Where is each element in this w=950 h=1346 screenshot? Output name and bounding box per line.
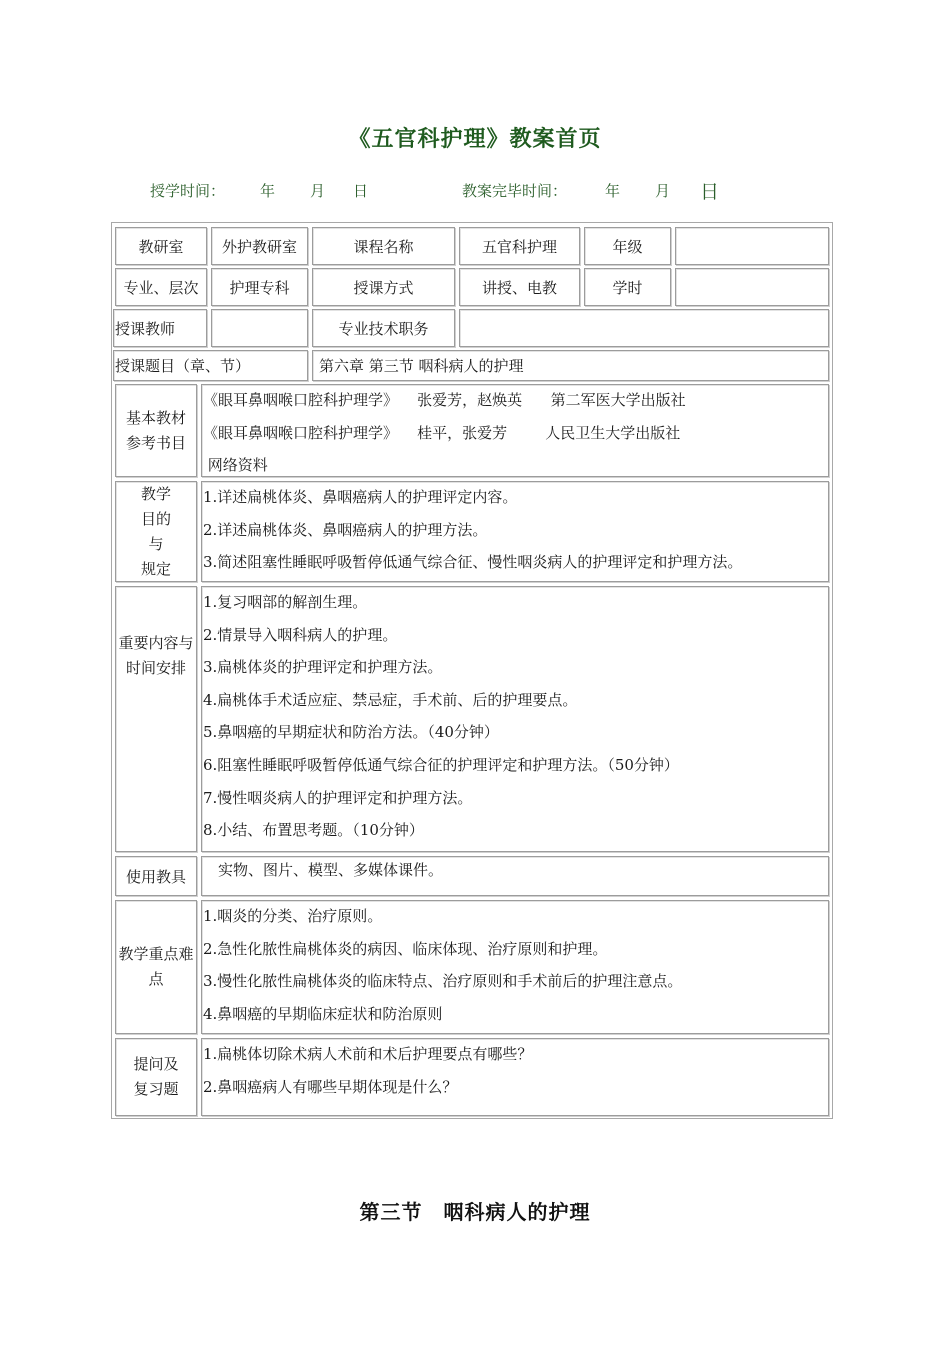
question-item: 1.扁桃体切除术病人术前和术后护理要点有哪些？ [203,1045,533,1063]
content-item: 6.阻塞性睡眠呼吸暂停低通气综合征的护理评定和护理方法。（50分钟） [203,755,679,774]
objective-item: 3.简述阻塞性睡眠呼吸暂停低通气综合征、慢性咽炎病人的护理评定和护理方法。 [203,553,743,572]
key-point-item: 4.鼻咽癌的早期临床症状和防治原则 [203,1004,443,1023]
content-item: 7.慢性咽炎病人的护理评定和护理方法。 [203,788,473,807]
questions-label: 提问及 复习题 [115,1038,197,1116]
content-item: 2.情景导入咽科病人的护理。 [203,625,398,644]
teach-month: 月 [310,182,326,200]
objective-item: 2.详述扁桃体炎、鼻咽癌病人的护理方法。 [203,520,488,539]
job-title-label: 专业技术职务 [312,309,455,347]
key-point-item: 2.急性化脓性扁桃体炎的病因、临床体现、治疗原则和护理。 [203,939,608,958]
major-value: 护理专科 [211,268,308,306]
hours-label: 学时 [584,268,671,306]
complete-day: 日 [700,181,720,203]
textbooks-list [201,384,829,477]
teacher-value [211,309,308,347]
section-title: 第三节 咽科病人的护理 [359,1200,591,1224]
textbook-item: 网络资料 [203,456,268,475]
grade-value [675,227,829,265]
content-label: 重要内容与 时间安排 [115,586,197,852]
objective-item: 1.详述扁桃体炎、鼻咽癌病人的护理评定内容。 [203,488,518,506]
course-label: 课程名称 [312,227,455,265]
major-label: 专业、层次 [115,268,207,306]
job-title-value [459,309,829,347]
grade-label: 年级 [584,227,671,265]
tools-value: 实物、图片、模型、多媒体课件。 [201,856,829,896]
topic-value: 第六章 第三节 咽科病人的护理 [312,350,829,381]
content-item: 8.小结、布置思考题。（10分钟） [203,821,424,840]
page-title: 《五官科护理》教案首页 [348,126,602,152]
questions-list [201,1038,829,1116]
textbook-item: 《眼耳鼻咽喉口腔科护理学》 张爱芳，赵焕英 第二军医大学出版社 [203,391,686,409]
content-list [201,586,829,852]
course-value: 五官科护理 [459,227,580,265]
dept-label: 教研室 [115,227,207,265]
key-points-list [201,900,829,1034]
teach-time-label: 授学时间： [150,182,226,200]
content-item: 4.扁桃体手术适应症、禁忌症，手术前、后的护理要点。 [203,690,578,709]
method-value: 讲授、电教 [459,268,580,306]
objectives-list [201,481,829,582]
teach-year: 年 [260,182,276,200]
textbooks-label: 基本教材 参考书目 [115,384,197,477]
complete-year: 年 [605,182,621,200]
content-item: 3.扁桃体炎的护理评定和护理方法。 [203,658,443,677]
content-item: 5.鼻咽癌的早期症状和防治方法。（40分钟） [203,723,499,742]
teacher-label: 授课教师 [113,309,207,347]
key-point-item: 1.咽炎的分类、治疗原则。 [203,907,383,925]
question-item: 2.鼻咽癌病人有哪些早期体现是什么？ [203,1077,458,1096]
dept-value: 外护教研室 [211,227,308,265]
key-point-item: 3.慢性化脓性扁桃体炎的临床特点、治疗原则和手术前后的护理注意点。 [203,972,683,991]
tools-label: 使用教具 [115,856,197,896]
textbook-item: 《眼耳鼻咽喉口腔科护理学》 桂平，张爱芳 人民卫生大学出版社 [203,423,681,442]
teach-day: 日 [353,182,369,200]
topic-label: 授课题目（章、节） [113,350,308,381]
hours-value [675,268,829,306]
complete-month: 月 [655,182,671,200]
content-item: 1.复习咽部的解剖生理。 [203,593,368,611]
method-label: 授课方式 [312,268,455,306]
complete-time-label: 教案完毕时间： [462,182,568,200]
objectives-label: 教学 目的 与 规定 [115,481,197,582]
key-points-label: 教学重点难 点 [115,900,197,1034]
